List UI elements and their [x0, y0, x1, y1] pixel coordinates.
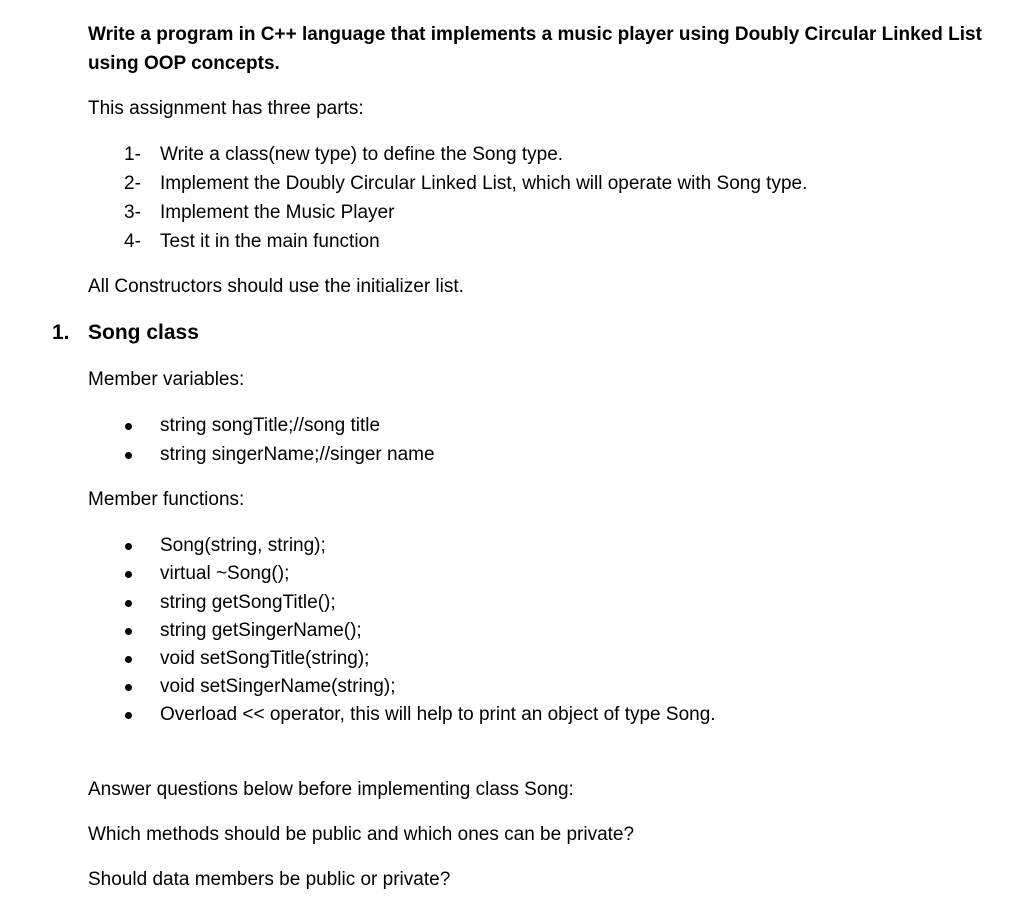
bullet-icon	[125, 543, 132, 550]
list-item: Test it in the main function	[160, 231, 380, 252]
section-title: Song class	[88, 321, 199, 344]
section-number: 1.	[52, 321, 70, 344]
bullet-icon	[125, 571, 132, 578]
list-item: void setSongTitle(string);	[160, 648, 370, 669]
list-item-number: 4-	[124, 231, 141, 252]
list-item-number: 2-	[124, 173, 141, 194]
list-item: Implement the Doubly Circular Linked List, which will operate with Song type.	[160, 173, 808, 194]
constructors-note: All Constructors should use the initializer list.	[88, 276, 464, 297]
list-item: string songTitle;//song title	[160, 415, 381, 436]
bullet-icon	[125, 452, 132, 459]
list-item: Song(string, string);	[160, 535, 326, 556]
list-item-number: 1-	[124, 144, 141, 165]
list-item: Implement the Music Player	[160, 202, 395, 223]
intro-text: This assignment has three parts:	[88, 98, 364, 119]
bullet-icon	[125, 600, 132, 607]
bullet-icon	[125, 628, 132, 635]
list-item: string getSingerName();	[160, 620, 362, 641]
list-item-number: 3-	[124, 202, 141, 223]
bullet-icon	[125, 423, 132, 430]
questions-intro: Answer questions below before implementing class Song:	[88, 779, 574, 800]
question-1: Which methods should be public and which ones can be private?	[88, 824, 635, 845]
bullet-icon	[125, 712, 132, 719]
assignment-title-line-1: Write a program in C++ language that implements a music player using Doubly Circular Linked List	[88, 24, 982, 45]
list-item: Write a class(new type) to define the Song type.	[160, 144, 564, 165]
assignment-title-line-2: using OOP concepts.	[88, 53, 280, 74]
list-item: virtual ~Song();	[160, 563, 290, 584]
member-functions-label: Member functions:	[88, 489, 245, 510]
question-2: Should data members be public or private?	[88, 869, 451, 890]
list-item: string singerName;//singer name	[160, 444, 435, 465]
bullet-icon	[125, 684, 132, 691]
member-variables-label: Member variables:	[88, 369, 245, 390]
list-item: Overload << operator, this will help to print an object of type Song.	[160, 704, 716, 725]
bullet-icon	[125, 656, 132, 663]
list-item: string getSongTitle();	[160, 592, 336, 613]
list-item: void setSingerName(string);	[160, 676, 396, 697]
